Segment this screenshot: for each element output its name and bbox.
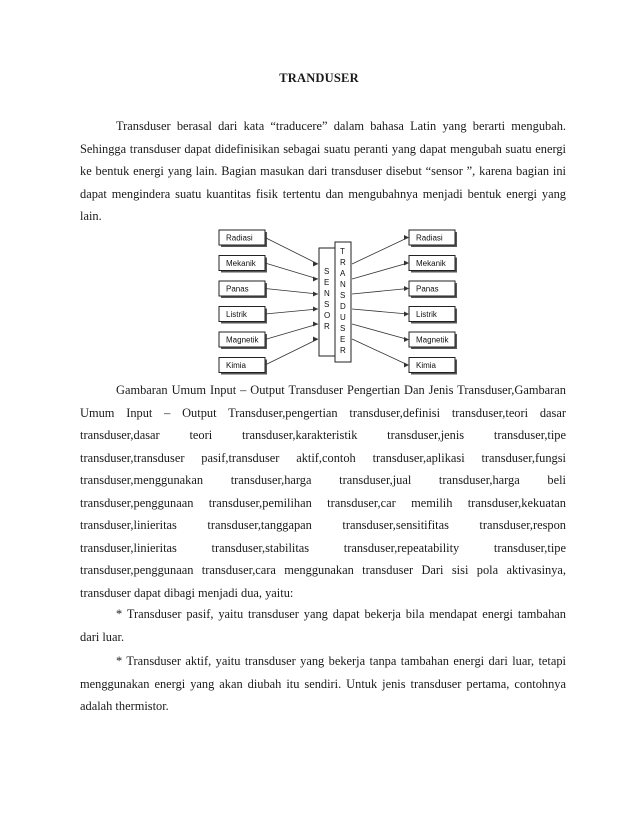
sensor-letter: R: [324, 322, 330, 331]
input-arrow: [265, 309, 318, 314]
transduser-letter: R: [340, 346, 346, 355]
input-label: Magnetik: [226, 335, 259, 345]
input-arrow: [265, 339, 318, 365]
arrowhead: [404, 312, 409, 317]
input-label: Radiasi: [226, 233, 253, 243]
arrowhead: [404, 235, 409, 240]
sensor-letter: N: [324, 289, 330, 298]
arrowhead: [313, 307, 318, 312]
intro-paragraph: [80, 115, 566, 228]
arrowhead: [313, 262, 318, 267]
arrowhead: [313, 277, 318, 282]
input-arrow: [265, 324, 318, 340]
transduser-letter: E: [340, 335, 346, 344]
input-label: Panas: [226, 284, 249, 294]
bullet-active-text: * Transduser aktif, yaitu transduser yang bekerja tanpa tambahan energi dari luar, tetapi menggunakan energi yang akan diubah itu sendiri. Untuk jenis transduser pertama, contohnya adalah thermistor.: [80, 654, 566, 713]
arrowhead: [404, 363, 409, 368]
output-arrow: [352, 339, 408, 365]
input-arrow: [265, 263, 318, 279]
input-label: Mekanik: [226, 259, 256, 268]
output-arrow: [352, 289, 408, 295]
arrowhead: [404, 337, 409, 342]
transduser-letter: S: [340, 291, 346, 300]
input-arrow: [265, 238, 318, 265]
bullet-passive-text: * Transduser pasif, yaitu transduser yang dapat bekerja bila mendapat energi tambahan dari luar.: [80, 607, 566, 644]
output-arrow: [352, 263, 408, 279]
output-boxes: [409, 230, 457, 375]
output-label: Radiasi: [416, 233, 443, 243]
transduser-letter: N: [340, 280, 346, 289]
body-paragraph: [80, 379, 566, 604]
sensor-letter: S: [324, 300, 330, 309]
output-label: Mekanik: [416, 259, 446, 268]
body-paragraph-text: Gambaran Umum Input – Output Transduser Pengertian Dan Jenis Transduser,Gambaran Umum Input – Output Transduser,pengertian transduser,definisi transduser,teori dasar transduser,dasar teori transduser,karakteristik transduser,jenis transduser,tipe transduser,transduser pasif,transduser aktif,contoh transduser,aplikasi transduser,fungsi transduser,menggunakan transduser,harga transduser,jual transduser,harga beli transduser,penggunaan transduser,pemilihan transduser,car memilih transduser,kekuatan transduser,linieritas transduser,tanggapan transduser,sensitifitas transduser,respon transduser,linieritas transduser,stabilitas transduser,repeatability transduser,tipe transduser,penggunaan transduser,cara menggunakan transduser Dari sisi pola aktivasinya, transduser dapat dibagi menjadi dua, yaitu:: [80, 383, 566, 600]
intro-paragraph-text: Transduser berasal dari kata “traducere” dalam bahasa Latin yang berarti mengubah. Sehingga transduser dapat didefinisikan sebagai suatu peranti yang dapat mengubah suatu energi ke bentuk energi yang lain. Bagian masukan dari transduser disebut “sensor ”, karena bagian ini dapat mengindera suatu kuantitas fisik tertentu dan mengubahnya menjadi bentuk energi yang lain.: [80, 119, 566, 223]
output-label: Panas: [416, 284, 439, 294]
arrowhead: [313, 322, 318, 327]
transduser-letter: R: [340, 258, 346, 267]
arrowhead: [313, 292, 318, 297]
sensor-letter: O: [324, 311, 331, 320]
output-label: Listrik: [416, 310, 437, 319]
input-label: Kimia: [226, 361, 247, 370]
transduser-letter: D: [340, 302, 346, 311]
transduser-letter: S: [340, 324, 346, 333]
input-label: Listrik: [226, 310, 247, 319]
document-title: TRANDUSER: [279, 71, 359, 85]
sensor-letter: E: [324, 278, 330, 287]
input-boxes: [219, 230, 267, 375]
input-arrow: [265, 289, 318, 295]
bullet-active: [80, 650, 566, 718]
arrowhead: [404, 261, 409, 266]
output-arrow: [352, 238, 408, 265]
sensor-letter: S: [324, 267, 330, 276]
output-arrow: [352, 309, 408, 314]
bullet-passive: [80, 603, 566, 648]
transducer-diagram: [218, 224, 458, 384]
transduser-letter: T: [340, 247, 345, 256]
arrowhead: [313, 337, 318, 342]
output-label: Kimia: [416, 361, 437, 370]
arrowhead: [404, 286, 409, 291]
output-label: Magnetik: [416, 335, 449, 345]
transduser-letter: U: [340, 313, 346, 322]
transduser-letter: A: [340, 269, 346, 278]
output-arrow: [352, 324, 408, 340]
